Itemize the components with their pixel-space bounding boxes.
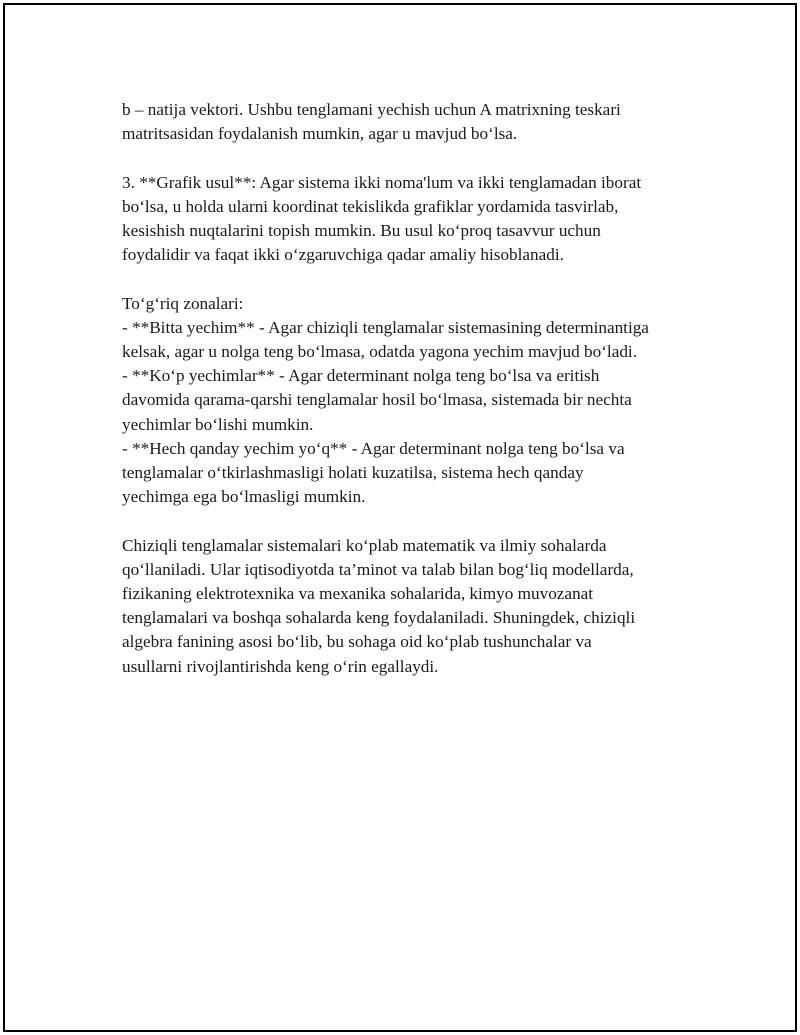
text-line: matritsasidan foydalanish mumkin, agar u mavjud bo‘lsa.	[122, 124, 518, 144]
text-line: qo‘llaniladi. Ular iqtisodiyotda ta’minot va talab bilan bog‘liq modellarda,	[122, 559, 634, 579]
text-line: kelsak, agar u nolga teng bo‘lmasa, odatda yagona yechim mavjud bo‘ladi.	[122, 342, 637, 361]
text-line: yechimlar bo‘lishi mumkin.	[122, 414, 314, 434]
paragraph-solution-zones	[122, 292, 702, 510]
section-heading: To‘g‘riq zonalari:	[122, 293, 244, 313]
text-line: yechimga ega bo‘lmasligi mumkin.	[122, 487, 366, 507]
paragraph-applications	[122, 534, 702, 679]
text-line: tenglamalar o‘tkirlashmasligi holati kuzatilsa, sistema hech qanday	[122, 463, 584, 483]
document-page	[3, 3, 797, 1032]
text-line: algebra fanining asosi bo‘lib, bu sohaga oid ko‘plab tushunchalar va	[122, 632, 592, 652]
text-line: b – natija vektori. Ushbu tenglamani yechish uchun A matrixning teskari	[122, 100, 621, 119]
text-line: Chiziqli tenglamalar sistemalari ko‘plab matematik va ilmiy sohalarda	[122, 535, 607, 555]
text-line: davomida qarama-qarshi tenglamalar hosil bo‘lmasa, sistemada bir nechta	[122, 390, 632, 410]
text-line: kesishish nuqtalarini topish mumkin. Bu usul ko‘proq tasavvur uchun	[122, 221, 601, 240]
text-line: fizikaning elektrotexnika va mexanika sohalarida, kimyo muvozanat	[122, 584, 594, 604]
list-item: - **Bitta yechim** - Agar chiziqli tenglamalar sistemasining determinantiga	[122, 317, 649, 337]
text-line: foydalidir va faqat ikki o‘zgaruvchiga qadar amaliy hisoblanadi.	[122, 245, 564, 265]
text-line: tenglamalari va boshqa sohalarda keng foydalaniladi. Shuningdek, chiziqli	[122, 608, 636, 628]
list-item: - **Ko‘p yechimlar** - Agar determinant nolga teng bo‘lsa va eritish	[122, 366, 600, 386]
text-line: bo‘lsa, u holda ularni koordinat tekislikda grafiklar yordamida tasvirlab,	[122, 196, 619, 216]
text-line: usullarni rivojlantirishda keng o‘rin egallaydi.	[122, 656, 439, 676]
list-item: - **Hech qanday yechim yo‘q** - Agar determinant nolga teng bo‘lsa va	[122, 438, 625, 458]
document-body	[122, 98, 702, 703]
text-line: 3. **Grafik usul**: Agar sistema ikki noma'lum va ikki tenglamadan iborat	[122, 172, 642, 192]
paragraph-graphic-method	[122, 171, 702, 268]
paragraph-matrix-method	[122, 98, 702, 146]
